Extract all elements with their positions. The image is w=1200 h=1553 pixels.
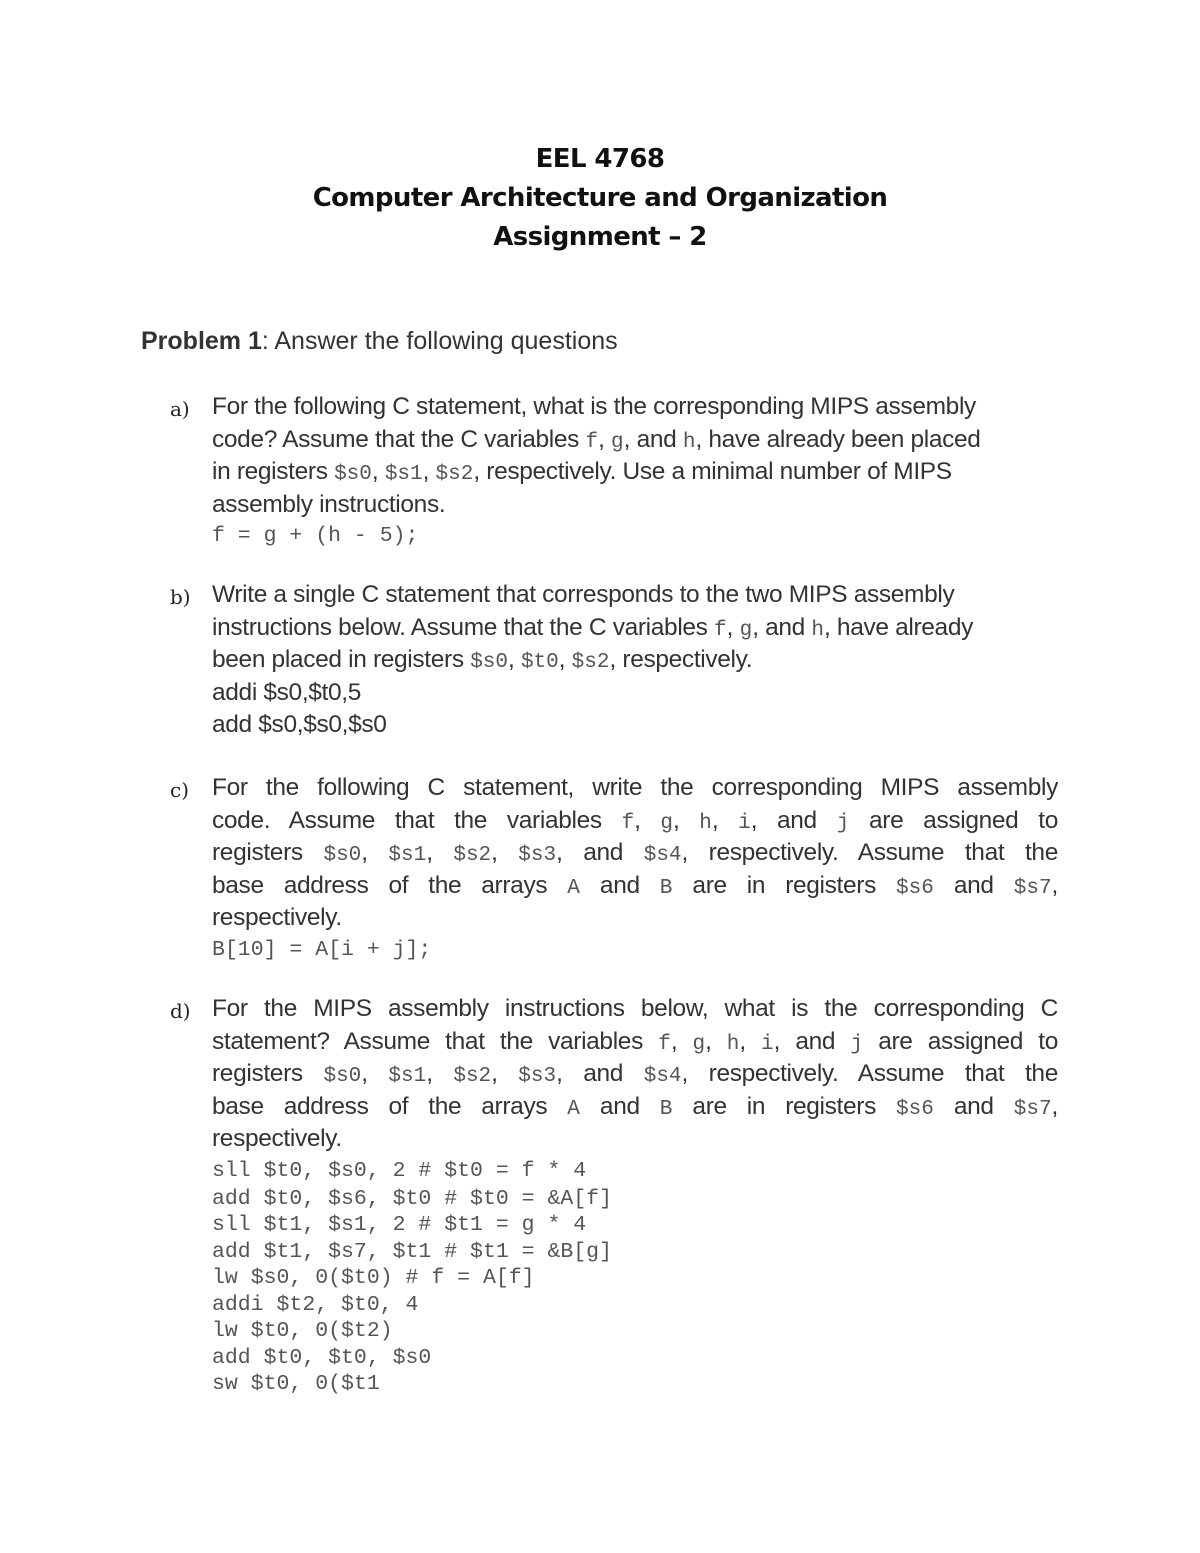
- text-segment: ,: [726, 613, 740, 641]
- assignment-title: Assignment – 2: [493, 222, 707, 252]
- question-body: [212, 391, 1058, 551]
- text-line: [212, 1026, 1058, 1059]
- code-line: sw $t0, 0($t1: [212, 1372, 380, 1396]
- question-label: c): [170, 778, 190, 802]
- code-line: add $t1, $s7, $t1 # $t1 = &B[g]: [212, 1239, 612, 1264]
- question-label: b): [170, 585, 191, 609]
- text-segment: ,: [598, 425, 612, 453]
- text-segment: Write a single C statement that corresponds to the two MIPS assembly: [212, 581, 955, 608]
- text-segment: ,: [1051, 871, 1058, 899]
- inline-code: $s2: [453, 1065, 492, 1088]
- inline-code: $s0: [470, 651, 509, 674]
- text-segment: ,: [558, 646, 572, 673]
- text-segment: registers: [212, 839, 324, 866]
- text-segment: For the following C statement, write the corresponding MIPS assembly: [212, 774, 1058, 801]
- text-line: [212, 424, 1058, 457]
- inline-code: f: [658, 1032, 671, 1056]
- text-segment: respectively.: [212, 1125, 342, 1152]
- text-segment: , respectively. Assume that the: [681, 1060, 1058, 1087]
- text-segment: , have already been placed: [695, 425, 981, 453]
- code-line: add $t0, $s6, $t0 # $t0 = &A[f]: [212, 1186, 612, 1211]
- text-line: [212, 709, 1058, 742]
- text-segment: ,: [1051, 1092, 1058, 1120]
- text-segment: registers: [212, 1060, 324, 1087]
- text-segment: ,: [371, 458, 385, 485]
- text-segment: ,: [711, 806, 739, 834]
- inline-code: $s1: [384, 463, 423, 486]
- text-segment: and: [933, 1092, 1014, 1120]
- text-segment: , and: [556, 839, 644, 866]
- text-segment: addi $s0,$t0,5: [212, 678, 362, 706]
- text-segment: base address of the arrays: [212, 1092, 568, 1120]
- text-segment: ,: [705, 1027, 727, 1055]
- text-line: [212, 993, 1058, 1026]
- code-line: lw $t0, 0($t2): [212, 1319, 393, 1343]
- text-segment: assembly instructions.: [212, 490, 446, 518]
- text-line: [212, 456, 1058, 489]
- code-line: sll $t0, $s0, 2 # $t0 = f * 4: [212, 1158, 587, 1183]
- inline-code: g: [660, 811, 674, 835]
- inline-code: $s7: [1013, 1097, 1052, 1121]
- text-segment: ,: [361, 1060, 389, 1087]
- text-segment: , and: [750, 806, 837, 834]
- text-segment: ,: [670, 1027, 693, 1055]
- text-segment: , and: [623, 425, 683, 453]
- text-segment: add $s0,$s0,$s0: [212, 711, 387, 738]
- text-line: [212, 612, 1058, 645]
- text-segment: , have already: [824, 613, 974, 641]
- inline-code: $s0: [334, 463, 372, 486]
- inline-code: $s2: [571, 651, 610, 674]
- text-segment: in registers: [212, 458, 335, 485]
- text-line: [212, 489, 1058, 522]
- text-segment: ,: [422, 458, 436, 485]
- text-segment: been placed in registers: [212, 646, 471, 673]
- text-line: [212, 1091, 1058, 1124]
- text-segment: ,: [739, 1027, 762, 1055]
- text-line: [212, 579, 1058, 612]
- text-segment: , respectively. Use a minimal number of MIPS: [473, 458, 952, 485]
- inline-code: i: [761, 1032, 774, 1056]
- text-segment: , respectively. Assume that the: [681, 839, 1058, 866]
- text-segment: are assigned to: [862, 1027, 1058, 1055]
- text-segment: ,: [426, 1060, 454, 1087]
- text-segment: and: [579, 1092, 660, 1120]
- inline-code: B: [659, 876, 673, 900]
- text-line: [212, 677, 1058, 710]
- text-segment: ,: [508, 646, 521, 673]
- text-segment: base address of the arrays: [212, 871, 568, 899]
- inline-code: f: [714, 618, 727, 642]
- code-line: sll $t1, $s1, 2 # $t1 = g * 4: [212, 1213, 587, 1237]
- inline-code: f: [585, 430, 599, 454]
- question-body: [212, 579, 1058, 742]
- question-body: [212, 772, 1058, 965]
- code-line: addi $t2, $t0, 4: [212, 1292, 419, 1317]
- inline-code: j: [836, 811, 850, 835]
- text-line: [212, 772, 1058, 805]
- text-segment: code? Assume that the C variables: [212, 425, 586, 453]
- inline-code: $s1: [388, 844, 427, 867]
- inline-code: $s4: [643, 1065, 682, 1088]
- course-title: Computer Architecture and Organization: [312, 183, 888, 213]
- inline-code: h: [811, 618, 824, 642]
- inline-code: A: [567, 1097, 580, 1121]
- text-line: [212, 644, 1058, 677]
- text-segment: code. Assume that the variables: [212, 806, 622, 834]
- inline-code: g: [611, 430, 624, 454]
- text-segment: ,: [491, 1060, 519, 1087]
- inline-code: $s3: [518, 1065, 557, 1088]
- text-line: [212, 391, 1058, 424]
- text-segment: , and: [752, 613, 812, 641]
- inline-code: j: [850, 1032, 863, 1056]
- text-segment: are in registers: [672, 871, 897, 899]
- problem-heading: [141, 327, 618, 356]
- inline-code: g: [739, 618, 753, 642]
- inline-code: h: [699, 811, 712, 835]
- text-segment: instructions below. Assume that the C variables: [212, 613, 715, 641]
- text-segment: , respectively.: [609, 646, 753, 673]
- inline-code: $s2: [453, 844, 492, 867]
- text-segment: statement? Assume that the variables: [212, 1027, 659, 1055]
- inline-code: $s2: [435, 463, 474, 486]
- problem-text: : Answer the following questions: [261, 327, 618, 355]
- text-line: [212, 870, 1058, 903]
- code-line: f = g + (h - 5);: [212, 524, 419, 548]
- text-segment: ,: [361, 839, 389, 866]
- text-segment: and: [579, 871, 660, 899]
- inline-code: $s4: [643, 844, 682, 867]
- code-line: B[10] = A[i + j];: [212, 937, 432, 962]
- text-line: [212, 805, 1058, 838]
- inline-code: $s3: [518, 844, 557, 867]
- inline-code: $t0: [520, 651, 559, 674]
- text-segment: and: [933, 871, 1014, 899]
- text-segment: For the following C statement, what is the corresponding MIPS assembly: [212, 393, 976, 420]
- text-segment: respectively.: [212, 904, 342, 931]
- inline-code: $s6: [896, 1097, 934, 1121]
- inline-code: $s7: [1013, 876, 1052, 900]
- code-line: lw $s0, 0($t0) # f = A[f]: [212, 1266, 535, 1290]
- text-line: [212, 902, 1058, 935]
- question-body: [212, 993, 1058, 1398]
- text-segment: are assigned to: [849, 806, 1058, 834]
- text-segment: ,: [634, 806, 661, 834]
- text-line: [212, 837, 1058, 870]
- text-segment: ,: [491, 839, 519, 866]
- inline-code: h: [726, 1032, 740, 1056]
- text-segment: are in registers: [672, 1092, 897, 1120]
- text-segment: ,: [673, 806, 700, 834]
- question-label: d): [170, 999, 191, 1023]
- inline-code: A: [567, 876, 580, 900]
- text-line: [212, 1058, 1058, 1091]
- code-line: add $t0, $t0, $s0: [212, 1345, 432, 1370]
- text-segment: For the MIPS assembly instructions below, what is the corresponding C: [212, 995, 1058, 1022]
- inline-code: $s0: [323, 844, 362, 867]
- text-segment: ,: [426, 839, 454, 866]
- inline-code: h: [682, 430, 696, 454]
- text-line: [212, 1123, 1058, 1156]
- inline-code: B: [659, 1097, 673, 1121]
- inline-code: g: [692, 1032, 706, 1056]
- inline-code: i: [738, 811, 751, 835]
- question-label: a): [170, 397, 190, 421]
- text-segment: , and: [556, 1060, 644, 1087]
- problem-label: Problem 1: [141, 327, 262, 355]
- inline-code: $s1: [388, 1065, 427, 1088]
- inline-code: $s0: [323, 1065, 362, 1088]
- inline-code: f: [621, 811, 635, 835]
- course-code: EEL 4768: [535, 144, 665, 174]
- inline-code: $s6: [896, 876, 934, 900]
- text-segment: , and: [773, 1027, 851, 1055]
